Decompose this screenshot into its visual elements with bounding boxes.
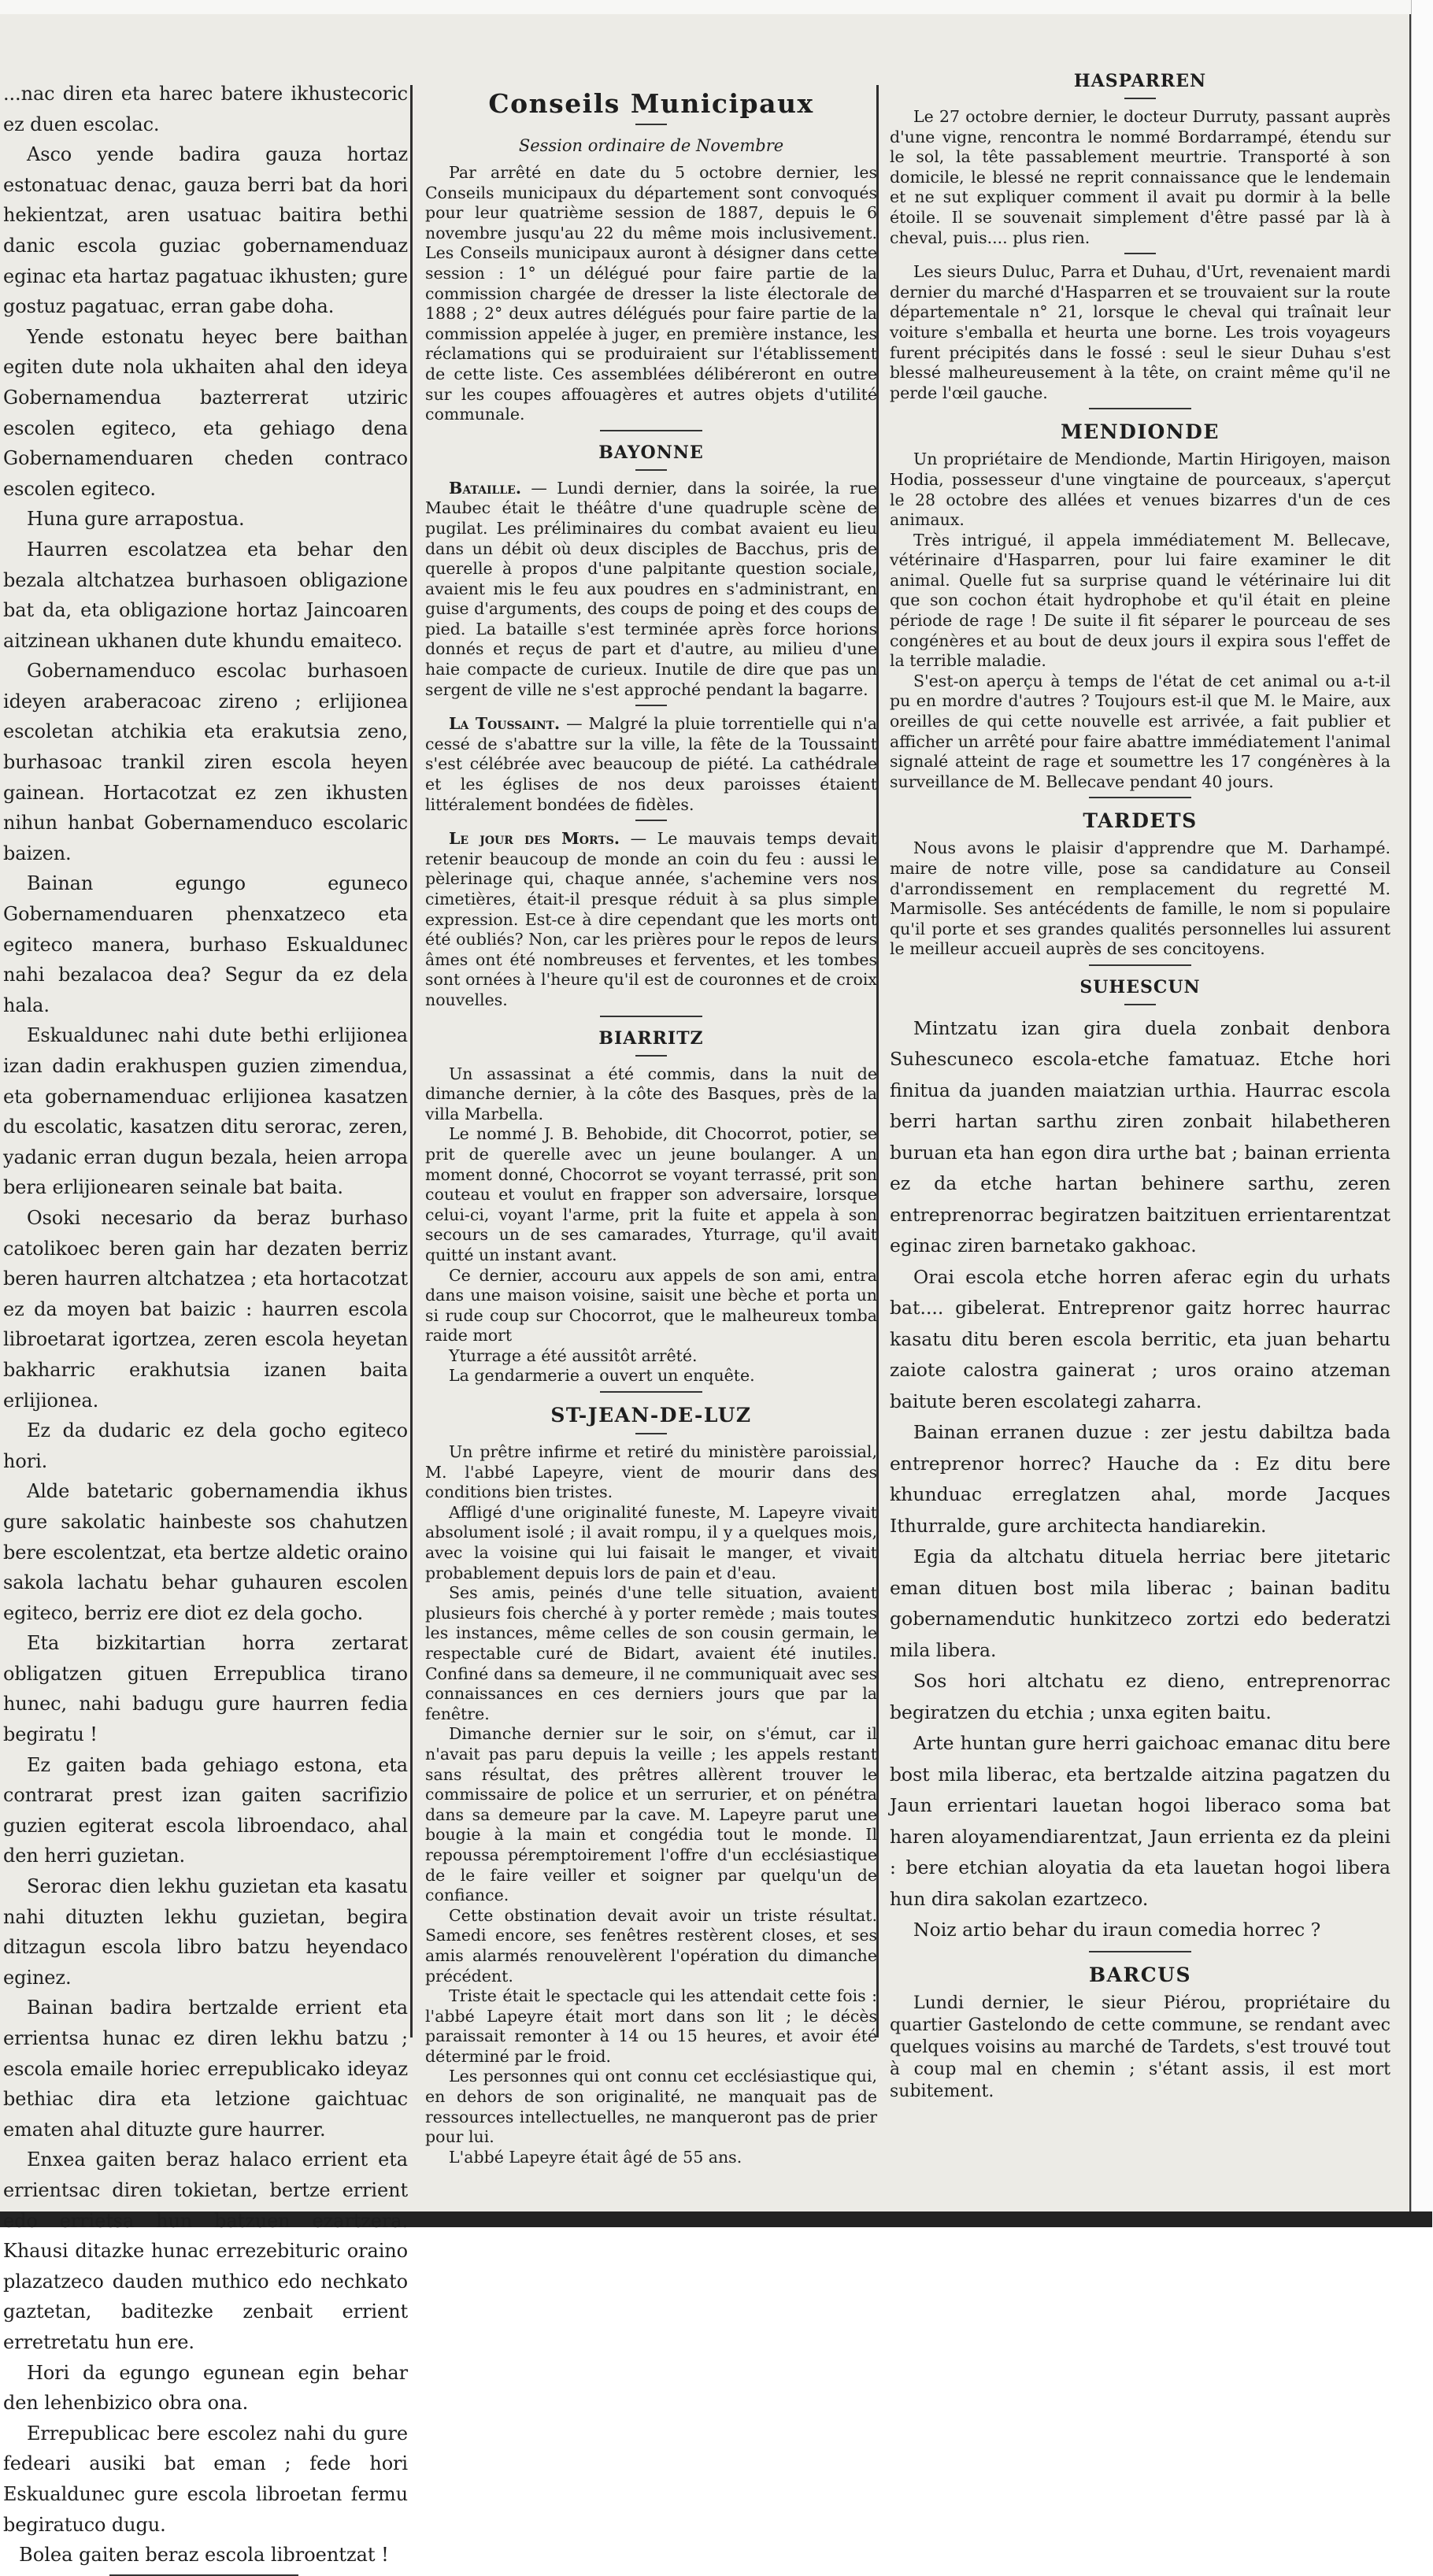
- conseils-paragraph: Par arrêté en date du 5 octobre dernier, les Conseils municipaux du département sont convoqués pour leur quatrième session de 1887, depuis le 6 novembre jusqu'au 22 du même mois inclusivement. Les Conseils municipaux auront à désigner dans cette session : 1° un délégué pour faire partie de la commission chargée de dresser la liste électorale de 1888 ; 2° deux autres délégués pour faire partie de la commission appelée à juger, en première instance, les réclamations qui se produiraient sur l'établissement de cette liste. Ces assemblées délibéreront en outre sur les coupes affouagères et autres objets d'utilité communale.: [425, 163, 877, 424]
- stjean-paragraph: Affligé d'une originalité funeste, M. Lapeyre vivait absolument isolé ; il avait rompu, il y a quelques mois, avec la voisine qui lui faisait le manger, et vivait probablement depuis lors de pain et d'eau.: [425, 1502, 877, 1582]
- tardets-paragraph: Nous avons le plaisir d'apprendre que M. Darhampé. maire de notre ville, pose sa candidature au Conseil d'arrondissement en remplacement du regretté M. Marmisolle. Ses antécédents de famille, le nom si populaire qu'il porte et ses grandes qualités personnelles lui assurent le meilleur accueil auprès de ses concitoyens.: [890, 838, 1390, 959]
- heading-barcus: BARCUS: [1088, 1963, 1192, 1986]
- mendionde-paragraph: Très intrigué, il appela immédiatement M. Bellecave, vétérinaire d'Hasparren, pour lui faire examiner le dit animal. Quelle fut sa surprise quand le vétérinaire lui dit que son cochon était hydrophobe et qu'il était en pleine période de rage ! De suite il fit séparer le pourceau de ses congénères et au bout de deux jours il expira sous l'effet de la terrible maladie.: [890, 530, 1390, 671]
- closing-line: Bolea gaiten beraz escola libroentzat !: [19, 2544, 389, 2567]
- mendionde-paragraph: Un propriétaire de Mendionde, Martin Hirigoyen, maison Hodia, possesseur d'une vingtaine de pourceaux, s'aperçut le 28 octobre des allées et venues bizarres d'un de ces animaux.: [890, 450, 1390, 530]
- title-rule: [635, 124, 667, 125]
- hasparren-paragraph: Les sieurs Duluc, Parra et Duhau, d'Urt, revenaient mardi dernier du marché d'Hasparren et se trouvaient sur la route départementale n° 21, lorsque le cheval qui traînait leur voiture s'emballa et heurta une borne. Les trois voyageurs furent précipités dans le fossé : seul le sieur Duhau s'est blessé malheureusement à la tête, on craint même qu'il ne perde l'œil gauche.: [890, 262, 1390, 402]
- section-rule: [1089, 408, 1191, 409]
- heading-st-jean-de-luz: ST-JEAN-DE-LUZ: [550, 1404, 752, 1427]
- suhescun-paragraph: Egia da altchatu dituela herriac bere jitetaric eman dituen bost mila liberac ; bainan baditu gobernamendutic hunkitzeco zortzi edo bederatzi mila libera.: [890, 1545, 1390, 1661]
- stjean-paragraph: Triste était le spectacle qui les attendait cette fois : l'abbé Lapeyre était mort dans son lit ; le décès paraissait remonter à 14 ou 15 heures, et avoir été déterminé par le froid.: [425, 1986, 877, 2066]
- article-paragraph: Errepublicac bere escolez nahi du gure fedeari ausiki bat eman ; fede hori Eskualdunec gure escola libroetan fermu begiratuco dugu.: [3, 2422, 408, 2536]
- article-paragraph: Asco yende badira gauza hortaz estonatuac denac, gauza berri bat da hori hekientzat, aren usatuac baitira bethi danic escola guziac gobernamenduaz eginac eta hartaz pagatuac ikhusten; gure gostuz pagatuac, erran gabe doha.: [3, 143, 408, 318]
- biarritz-paragraph: Ce dernier, accouru aux appels de son ami, entra dans une maison voisine, saisit une bèche et porta un si rude coup sur Chocorrot, que le malheureux tomba raide mort: [425, 1265, 877, 1345]
- column-left: [0, 79, 408, 2567]
- suhescun-paragraph: Arte huntan gure herri gaichoac emanac ditu bere bost mila liberac, eta bertzalde aitzina pagatzen du Jaun errientari lauetan hogoi liberaco soma bat haren aloyamendiarentzat, Jaun errienta ez da pleini : bere etchian aloyatia da eta lauetan hogoi libera hun dira sakolan ezartzeco.: [890, 1732, 1390, 1910]
- scan-top-margin: [0, 0, 1432, 14]
- column-middle: [425, 79, 877, 2167]
- article-paragraph: Eta bizkitartian horra zertarat obligatzen gituen Errepublica tirano hunec, nahi badugu gure haurren fedia begiratu !: [3, 1632, 408, 1746]
- biarritz-paragraph: La gendarmerie a ouvert un enquête.: [449, 1366, 755, 1386]
- bayonne-toussaint: [425, 714, 877, 815]
- heading-hasparren: HASPARREN: [1073, 71, 1207, 91]
- stjean-paragraph: Ses amis, peinés d'une telle situation, avaient plusieurs fois cherché à y porter remède ; mais toutes les instances, même celles de son cousin germain, le respectable curé de Bidart, avaient été inutiles. Confiné dans sa demeure, il ne communiquait avec ses connaissances en ces derniers jours que par la fenêtre.: [425, 1583, 877, 1723]
- biarritz-paragraph: Un assassinat a été commis, dans la nuit de dimanche dernier, à la côte des Basques, près de la villa Marbella.: [425, 1064, 877, 1123]
- bayonne-bataille: [425, 479, 877, 701]
- article-paragraph: Gobernamenduco escolac burhasoen ideyen araberacoac zireno ; erlijionea escoletan atchikia eta erakutsia zeno, burhasoac trankil ziren escola heyen gainean. Hortacotzat ez zen ikhusten nihun hanbat Gobernamenduco escolaric baizen.: [3, 660, 408, 864]
- article-paragraph: Hori da egungo egunean egin behar den lehenbizico obra ona.: [3, 2361, 408, 2415]
- article-paragraph: Eskualdunec nahi dute bethi erlijionea izan dadin erakhuspen guzien zimendua, eta gobernamenduac erlijionea kasatzen du escolatic, kasatzen ditu serorac, zeren, yadanic erran dugun bezala, heien arropa bera erlijionearen seinale bat baita.: [3, 1024, 408, 1199]
- section-rule: [1089, 1951, 1191, 1952]
- section-rule: [1089, 797, 1191, 798]
- heading-suhescun: SUHESCUN: [1079, 976, 1201, 997]
- section-rule: [1089, 964, 1191, 966]
- scan-right-margin: [1411, 0, 1433, 2227]
- heading-mendionde: MENDIONDE: [1061, 420, 1220, 444]
- article-paragraph: Huna gure arrapostua.: [27, 508, 245, 531]
- item-rule: [635, 705, 667, 706]
- barcus-paragraph: Lundi dernier, le sieur Piérou, propriétaire du quartier Gastelondo de cette commune, se rendant avec quelques voisins au marché de Tardets, s'est trouvé tout à coup mal en chemin ; s'étant assis, il est mort subitement.: [890, 1993, 1390, 2101]
- suhescun-paragraph: Bainan erranen duzue : zer jestu dabiltza bada entreprenor horrec? Hauche da : Ez ditu bere khunduac erreglatzen ahal, morde Jacques Ithurralde, gure architecta handiarekin.: [890, 1421, 1390, 1537]
- section-rule: [600, 1016, 702, 1017]
- article-paragraph: Haurren escolatzea eta behar den bezala altchatzea burhasoen obligazione bat da, eta obligazione hortaz Jaincoaren aitzinean ukhanen dute khundu emaiteco.: [3, 538, 408, 652]
- bataille-text: — Lundi dernier, dans la soirée, la rue Maubec était le théâtre d'une quadruple scène de pugilat. Les préliminaires du combat avaient eu lieu dans un débit où deux disciples de Bacchus, pris de querelle à propos d'une palpitante question sociale, avaient mis le feu aux poudres en s'administrant, en guise d'arguments, des coups de poing et des coups de pied. La bataille s'est terminée après force horions donnés et reçus de part et d'autre, au milieu d'une haie compacte de curieux. Inutile de dire que pas un sergent de ville ne s'est approché pendant la bagarre.: [425, 478, 877, 699]
- morts-label: Le jour des Morts.: [449, 829, 620, 849]
- heading-tardets: TARDETS: [1083, 809, 1198, 833]
- article-paragraph: Enxea gaiten beraz halaco errient eta errientsac diren tokietan, bertze errient edo errietsa hun batzuen ezartzera. Khausi ditazke hunac errezebituric oraino plazatzeco dauden muthico edo nechkato gaztetan, baditezke zenbait errient erretretatu hun ere.: [3, 2149, 408, 2353]
- article-paragraph: Alde batetaric gobernamendia ikhus gure sakolatic hainbeste sos chahutzen bere escolentzat, eta bertze aldetic oraino sakola lachatu behar guhauren escolen egiteco, berriz ere diot ez dela gocho.: [3, 1480, 408, 1624]
- suhescun-paragraph: Mintzatu izan gira duela zonbait denbora Suhescuneco escola-etche famatuaz. Etche hori finitua da juanden maiatzian urthia. Haurrac escola berri hartan sarthu ziren zonbait hilabetheren buruan eta han egon dira urthe bat ; bainan errienta ez da etche hartan behinere sarthu, zeren entreprenorrac begiratzen baitzituen errientarentzat eginac ziren barnetako gakhoac.: [890, 1016, 1390, 1257]
- biarritz-paragraph: Le nommé J. B. Behobide, dit Chocorrot, potier, se prit de querelle avec un jeune boulanger. A un moment donné, Chocorrot se voyant terrassé, prit son couteau et voulut en frapper son adversaire, lorsque celui-ci, voyant l'arme, prit la fuite et appela à son secours un de ses camarades, Yturrage, qu'il avait quitté un instant avant.: [425, 1124, 877, 1264]
- section-rule: [600, 1391, 702, 1393]
- suhescun-paragraph: Sos hori altchatu ez dieno, entreprenorrac begiratzen du etchia ; unxa egiten baitu.: [890, 1670, 1390, 1723]
- toussaint-label: La Toussaint.: [449, 714, 561, 734]
- suhescun-paragraph: Orai escola etche horren aferac egin du urhats bat.... gibelerat. Entreprenor gaitz horrec haurrac kasatu ditu beren escola berritic, eta juan behartu zaiote calostra gainerat ; uros oraino atzeman baitute beren escolategi zaharra.: [890, 1265, 1390, 1412]
- section-title: Conseils Municipaux: [488, 88, 814, 119]
- bataille-label: Bataille.: [449, 478, 521, 498]
- hasparren-paragraph: Le 27 octobre dernier, le docteur Durruty, passant auprès d'une vigne, rencontra le nommé Bordarrampé, étendu sur le sol, la tête passablement meurtrie. Transporté à son domicile, le blessé ne reprit connaissance que le lendemain et ne sut expliquer comment il avait pu dormir à la belle étoile. Il se souvenait simplement d'être passé par là à cheval, puis.... plus rien.: [890, 107, 1390, 247]
- article-paragraph: Ez da dudaric ez dela gocho egiteco hori.: [3, 1419, 408, 1472]
- article-paragraph: Serorac dien lekhu guzietan eta kasatu nahi dituzten lekhu guzietan, begira ditzagun escola libro batzu heyendaco eginez.: [3, 1875, 408, 1989]
- toussaint-text: — Malgré la pluie torrentielle qui n'a cessé de s'abattre sur la ville, la fête de la Toussaint s'est célébrée avec beaucoup de piété. La cathédrale et les églises de nos deux paroisses étaient littéralement bondées de fidèles.: [425, 714, 877, 814]
- mendionde-paragraph: S'est-on aperçu à temps de l'état de cet animal ou a-t-il pu en mordre d'autres ? Toujours est-il que M. le Maire, aux oreilles de qui cette nouvelle est arrivée, a fait publier et afficher un arrêté pour faire abattre immédiatement l'animal signalé atteint de rage et soumettre les 17 congénères à la surveillance de M. Bellecave pendant 40 jours.: [890, 671, 1390, 791]
- heading-biarritz: BIARRITZ: [598, 1027, 704, 1049]
- article-paragraph: Osoki necesario da beraz burhaso catolikoec beren gain har dezaten berriz beren haurren altchatzea ; eta hortacotzat ez da moyen bat baizic : haurren escola libroetarat igortzea, zeren escola heyetan bakharric erakhutsia izanen baita erlijionea.: [3, 1206, 408, 1412]
- article-paragraph: Ez gaiten bada gehiago estona, eta contrarat prest izan gaiten sacrifizio guzien egiterat escola libroendaco, ahal den herri guzietan.: [3, 1753, 408, 1867]
- heading-bayonne: BAYONNE: [598, 442, 704, 463]
- suhescun-paragraph: Noiz artio behar du iraun comedia horrec ?: [913, 1919, 1321, 1941]
- bayonne-morts: [425, 829, 877, 1010]
- section-rule: [600, 430, 702, 431]
- heading-rule: [1124, 1004, 1156, 1005]
- stjean-paragraph: Un prêtre infirme et retiré du ministère paroissial, M. l'abbé Lapeyre, vient de mourir dans des conditions bien tristes.: [425, 1442, 877, 1502]
- heading-rule: [635, 469, 667, 471]
- stjean-paragraph: Les personnes qui ont connu cet ecclésiastique qui, en dehors de son originalité, ne manquait pas de ressources intellectuelles, ne manqueront pas de prier pour lui.: [425, 2067, 877, 2147]
- heading-rule: [1124, 98, 1156, 99]
- column-right: [890, 71, 1390, 2141]
- column-rule-left: [410, 85, 413, 2037]
- section-subtitle: Session ordinaire de Novembre: [518, 136, 784, 155]
- stjean-paragraph: Dimanche dernier sur le soir, on s'émut, car il n'avait pas paru depuis la veille ; les appels restant sans résultat, des prêtres allèrent trouver le commissaire de police et un serrurier, et on pénétra dans sa demeure par la cave. M. Lapeyre parut une bougie à la main et congédia tout le monde. Il repoussa péremptoirement l'offre d'un ecclésiastique de le faire veiller et soigner par quelqu'un de confiance.: [425, 1724, 877, 1905]
- article-paragraph: Yende estonatu heyec bere baithan egiten dute nola ukhaiten ahal den ideya Gobernamendua bazterrerat utziric escolen egiteco, eta gehiago dena Gobernamenduaren cheden contraco escolen egiteco.: [3, 325, 408, 500]
- item-rule: [1124, 253, 1156, 254]
- article-paragraph: Bainan egungo eguneco Gobernamenduaren phenxatzeco eta egiteco manera, burhaso Eskualdunec nahi bezalacoa dea? Segur da ez dela hala.: [3, 872, 408, 1016]
- article-paragraph: Bainan badira bertzalde errient eta errientsa hunac ez diren lekhu batzu ; escola emaile horiec errepublicako ideyaz bethiac dira eta letzione gaichtuac ematen ahal dituzte gure haurrer.: [3, 1997, 408, 2141]
- heading-rule: [635, 1433, 667, 1434]
- heading-rule: [635, 1055, 667, 1057]
- biarritz-paragraph: Yturrage a été aussitôt arrêté.: [449, 1345, 698, 1365]
- morts-text: — Le mauvais temps devait retenir beaucoup de monde an coin du feu : aussi le pèlerinage qui, chaque année, s'achemine vers nos cimetières, était-il presque réduit à sa plus simple expression. Est-ce à dire cependant que les morts ont été oubliés? Non, car les prières pour le repos de leurs âmes ont été nombreuses et ferventes, et les tombes sont ornées à l'heure qu'il est de couronnes et de croix nouvelles.: [425, 829, 877, 1009]
- article-paragraph: ...nac diren eta harec batere ikhustecoric ez duen escolac.: [3, 83, 408, 135]
- item-rule: [635, 820, 667, 821]
- stjean-paragraph: Cette obstination devait avoir un triste résultat. Samedi encore, ses fenêtres restèrent closes, et ses amis alarmés renouvelèrent l'opération du dimanche précédent.: [425, 1905, 877, 1986]
- stjean-paragraph: L'abbé Lapeyre était âgé de 55 ans.: [449, 2147, 742, 2167]
